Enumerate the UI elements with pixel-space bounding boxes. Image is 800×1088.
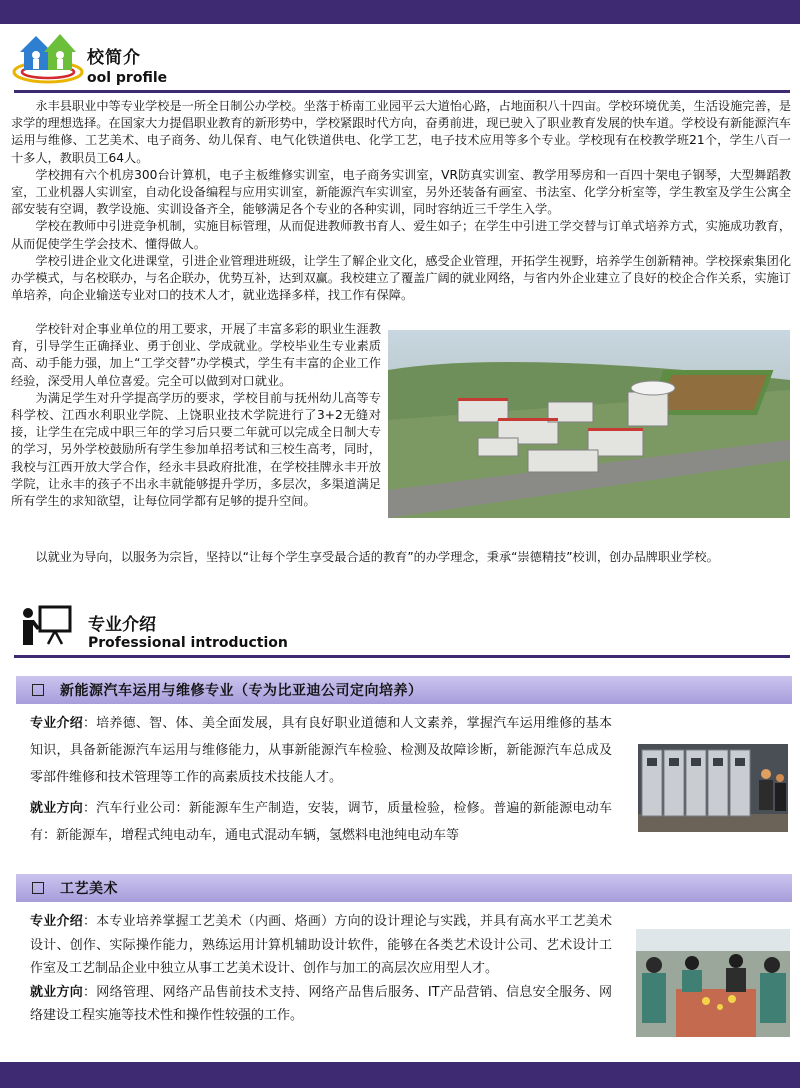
- checkbox-square-icon: [32, 882, 44, 894]
- intro-paragraph-3: 学校在教师中引进竞争机制，实施目标管理，从而促进教师教书育人、爱生如子；在学生中引进工学交替与订单式培养方式，实施成功教育，从而促使学生学会技术、懂得做人。: [11, 219, 792, 251]
- major-description-ev: [30, 710, 612, 849]
- checkbox-square-icon: [32, 684, 44, 696]
- career-text: ：网络管理、网络产品售前技术支持、网络产品售后服务、IT产品营销、信息安全服务、网络建设工程实施等技术性和操作性较强的工作。: [30, 984, 612, 1023]
- header-divider: [14, 90, 790, 93]
- career-text: ：汽车行业公司：新能源车生产制造，安装，调节，质量检验，检修。普遍的新能源电动车有：新能源车，增程式纯电动车，通电式混动车辆，氢燃料电池纯电动车等: [30, 801, 612, 843]
- major-career: [30, 795, 612, 849]
- major-intro: [30, 910, 612, 981]
- major-title: 新能源汽车运用与维修专业（专为比亚迪公司定向培养）: [60, 683, 423, 699]
- campus-aerial-photo: [388, 330, 790, 518]
- intro-paragraph-6: 为满足学生对升学提高学历的要求，学校目前与抚州幼儿高等专科学校、江西水利职业学院、上饶职业技术学院进行了3+2无缝对接，让学生在完成中职三年的学习后只要二年就可以完成全日制大专的学习，另外学校鼓励所有学生参加单招考试和三校生高考，同时，我校与江西开放大学合作，经永丰县政府批准，在学校挂牌永丰开放学院，让永丰的孩子不出永丰就能够提升学历，多层次，多渠道满足所有学生的求知欲望，让每位同学都有足够的提升空间。: [11, 390, 381, 509]
- intro-label: 专业介绍: [30, 914, 83, 929]
- career-label: 就业方向: [30, 984, 84, 1000]
- intro-paragraph-2: 学校拥有六个机房300台计算机，电子主板维修实训室，电子商务实训室，VR防真实训室、教学用琴房和一百四十架电子钢琴，大型舞蹈教室，工业机器人实训室，自动化设备编程与应用实训室，新能源汽车实训室，另外还装备有画室、书法室、化学分析室等，学生教室及学生公寓全部安装有空调，教学设施、实训设备齐全，能够满足各个专业的各种实训，同时容纳近三千学生入学。: [11, 167, 791, 217]
- craft-students-photo: [636, 929, 790, 1037]
- major-heading-ev: [16, 676, 792, 704]
- teacher-whiteboard-icon: [20, 605, 72, 645]
- professional-divider: [14, 655, 790, 658]
- major-description-art: [30, 910, 612, 1028]
- intro-paragraph-4: 学校引进企业文化进课堂，引进企业管理进班级，让学生了解企业文化，感受企业管理，开拓学生视野，培养学生创新精神。学校探索集团化办学模式，与名校联办，与名企联办，优势互补，达到双赢。我校建立了覆盖广阔的就业网络，与省内外企业建立了良好的校企合作关系，实施订单培养，向企业输送专业对口的技术人才，就业选择多样，找工作有保障。: [11, 253, 792, 303]
- major-title: 工艺美术: [60, 881, 118, 897]
- intro-label: 专业介绍: [30, 716, 83, 731]
- profile-title-cn: 校简介: [87, 48, 141, 68]
- top-band: [0, 0, 800, 24]
- major-heading-art: [16, 874, 792, 902]
- professional-title-cn: 专业介绍: [88, 615, 156, 635]
- major-intro: [30, 710, 612, 791]
- switchgear-lab-photo: [638, 744, 788, 832]
- intro-upper: [11, 98, 791, 304]
- intro-text: ：本专业培养掌握工艺美术（内画、烙画）方向的设计理论与实践，并具有高水平工艺美术设计、创作、实际操作能力，熟练运用计算机辅助设计软件，能够在各类艺术设计公司、艺术设计工作室及工艺制品企业中独立从事工艺美术设计、创作与加工的高层次应用型人才。: [30, 914, 612, 976]
- intro-text: ：培养德、智、体、美全面发展，具有良好职业道德和人文素养，掌握汽车运用维修的基本知识，具备新能源汽车运用与维修能力，从事新能源汽车检验、检测及故障诊断，新能源汽车总成及零部件维修和技术管理等工作的高素质技术技能人才。: [30, 716, 612, 785]
- bottom-band: [0, 1062, 800, 1088]
- profile-title-en: ool profile: [87, 70, 168, 86]
- intro-paragraph-7: 以就业为导向，以服务为宗旨，坚持以“让每个学生享受最合适的教育”的办学理念，秉承“崇德精技”校训，创办品牌职业学校。: [35, 550, 719, 564]
- major-career: [30, 981, 612, 1028]
- intro-paragraph-5: 学校针对企事业单位的用工要求，开展了丰富多彩的职业生涯教育，引导学生正确择业、勇于创业、学成就业。学校毕业生专业素质高、动手能力强，加上“工学交替”办学模式，学生有丰富的企业工作经验，深受用人单位喜爱。完全可以做到对口就业。: [11, 322, 381, 388]
- professional-title-en: Professional introduction: [88, 635, 288, 651]
- intro-paragraph-1: 永丰县职业中等专业学校是一所全日制公办学校。坐落于桥南工业园平云大道怡心路，占地面积八十四亩。学校环境优美，生活设施完善，是求学的理想选择。在国家大力提倡职业教育的新形势中，学校紧跟时代方向，奋勇前进，现已驶入了职业教育发展的快车道。学校设有新能源汽车运用与维修、工艺美术、电子商务、幼儿保育、电气化铁道供电、化学工艺，电子技术应用等多个专业。学校现有在校教学班21个，学生八百一十多人，教职员工64人。: [11, 99, 792, 165]
- school-logo: [12, 22, 88, 86]
- intro-lower: [11, 321, 381, 510]
- career-label: 就业方向: [30, 801, 83, 816]
